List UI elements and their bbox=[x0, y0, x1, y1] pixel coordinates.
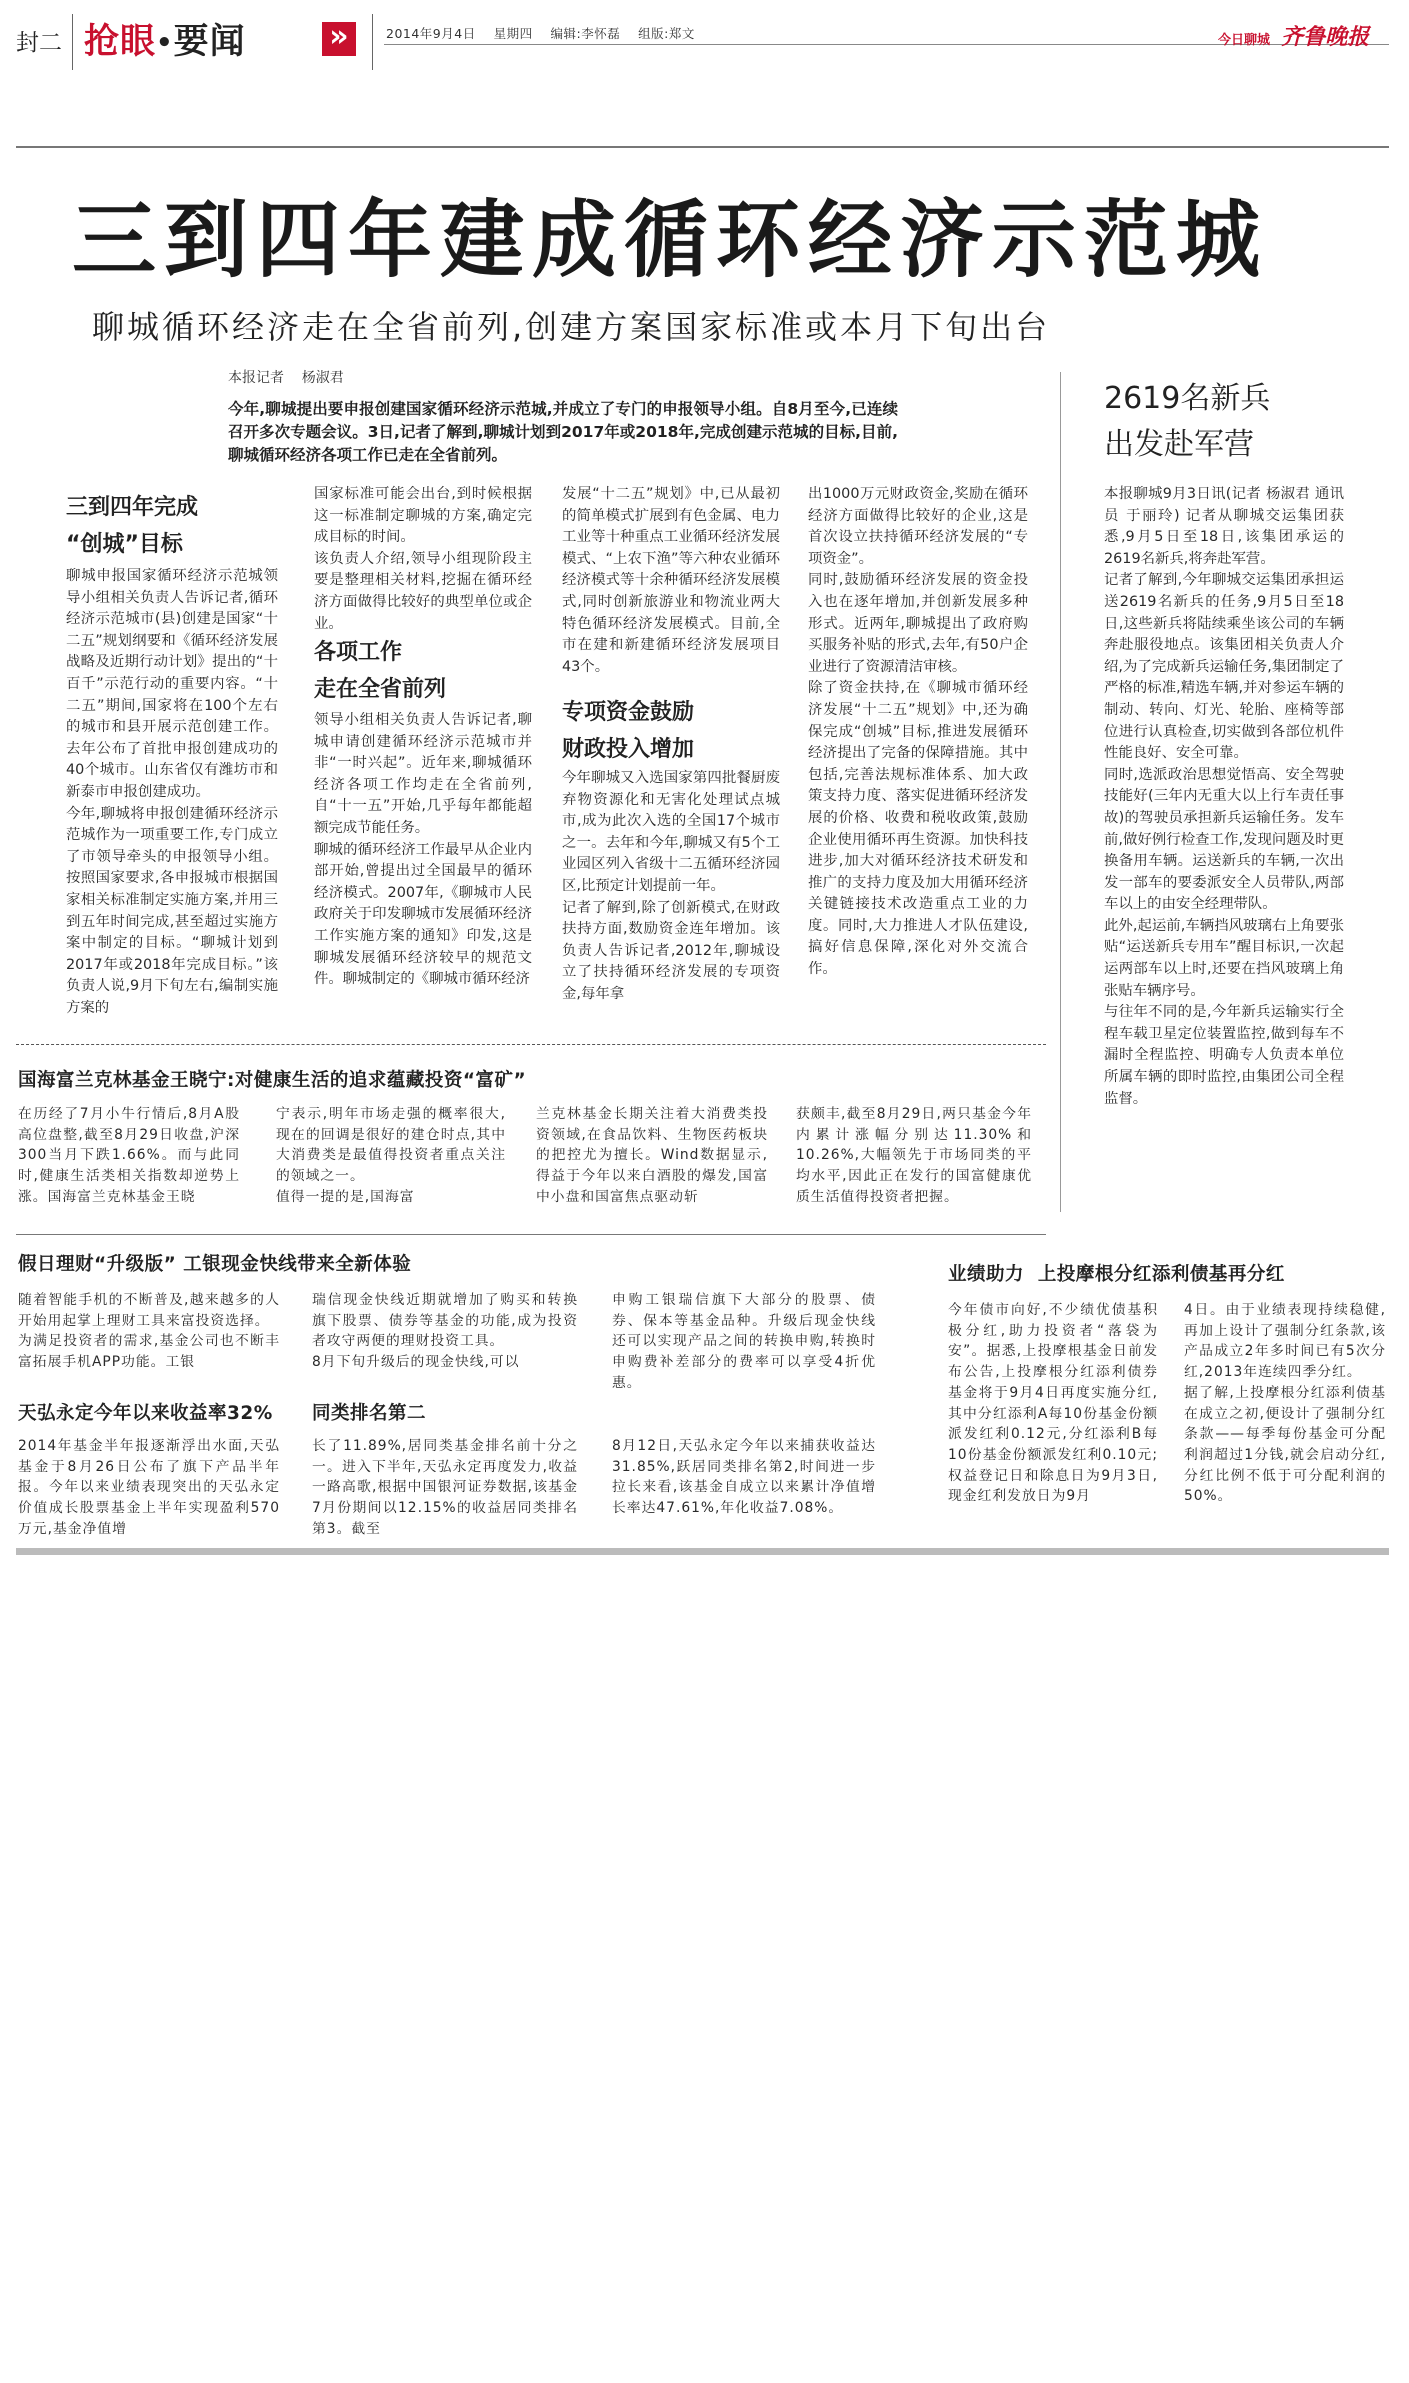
issue-weekday: 星期四 bbox=[493, 26, 533, 41]
issue-editor: 编辑:李怀磊 bbox=[550, 26, 621, 41]
bottom-rule bbox=[16, 1548, 1389, 1555]
page-subheadline: 聊城循环经济走在全省前列,创建方案国家标准或本月下旬出台 bbox=[92, 308, 1051, 346]
body-column-4: 出1000万元财政资金,奖励在循环经济方面做得比较好的企业,这是首次设立扶持循环经济发展的“专项资金”。 同时,鼓励循环经济发展的资金投入也在逐年增加,并创新发展多种形式。近两年,聊城提出了政府购买服务补贴的形式,去年,有50户企业进行了资源清洁审核。 除了资金扶持,在《聊城市循环经济发展“十二五”规划》中,还为确保完成“创城”目标,推进发展循环经济提出了完备的保障措施。其中包括,完善法规标准体系、加大政策支持力度、落实促进循环经济发展的价格、收费和税收政策,鼓励企业使用循环再生资源。加快科技进步,加大对循环经济技术研发和推广的支持力度及加大用循环经济关键链接技术改造重点工业的力度。同时,大力推进人才队伍建设,搞好信息保障,深化对外交流合作。 bbox=[808, 486, 1028, 978]
page-headline: 三到四年建成循环经济示范城 bbox=[72, 190, 1269, 289]
fund4-column-1: 今年债市向好,不少绩优债基积极分红,助力投资者“落袋为安”。据悉,上投摩根基金日前发布公告,上投摩根分红添利债券基金将于9月4日再度实施分红,其中分红添利A每10份基金份额派发红利0.12元,分红添利B每10份基金份额派发红利0.10元;权益登记日和除息日为9月3日,现金红利发放日为9月 bbox=[948, 1302, 1158, 1505]
section-divider-1 bbox=[16, 1044, 1046, 1045]
column-title-part-a: 抢眼 bbox=[84, 22, 157, 62]
header-bottom-rule bbox=[16, 146, 1389, 148]
body-column-2-top: 国家标准可能会出台,到时候根据这一标准制定聊城的方案,确定完成目标的时间。 该负责人介绍,领导小组现阶段主要是整理相关材料,挖掘在循环经济方面做得比较好的典型单位或企业。 bbox=[314, 486, 532, 632]
issue-date: 2014年9月4日 bbox=[386, 26, 476, 41]
section-heading-3: 专项资金鼓励 财政投入增加 bbox=[562, 700, 695, 762]
issue-layout: 组版:郑文 bbox=[638, 26, 695, 41]
body-column-3-top: 发展“十二五”规划》中,已从最初的简单模式扩展到有色金属、电力工业等十种重点工业循环经济发展模式、“上农下渔”等六种农业循环经济模式等十余种循环经济发展模式,同时创新旅游业和物流业两大特色循环经济发展模式。目前,全市在建和新建循环经济发展项目43个。 bbox=[562, 486, 780, 675]
fund2-column-3: 申购工银瑞信旗下大部分的股票、债券、保本等基金品种。升级后现金快线还可以实现产品之间的转换申购,转换时申购费补差部分的费率可以享受4折优惠。 bbox=[612, 1292, 876, 1391]
arrow-icon bbox=[322, 19, 356, 56]
brand-small: 今日聊城 bbox=[1218, 33, 1271, 48]
section-heading-1: 三到四年完成 “创城”目标 bbox=[66, 495, 199, 557]
body-column-1: 聊城申报国家循环经济示范城领导小组相关负责人告诉记者,循环经济示范城市(县)创建是国家“十二五”规划纲要和《循环经济发展战略及近期行动计划》提出的“十百千”示范行动的重要内容。“十二五”期间,国家将在100个左右的城市和县开展示范创建工作。去年公布了首批申报创建成功的40个城市。山东省仅有潍坊市和新泰市申报创建成功。 今年,聊城将申报创建循环经济示范城作为一项重要工作,专门成立了市领导牵头的申报领导小组。按照国家要求,各申报城市根据国家相关标准制定实施方案,并用三到五年时间完成,甚至超过实施方案中制定的目标。“聊城计划到2017年或2018年完成目标。”该负责人说,9月下旬左右,编制实施方案的 bbox=[66, 568, 278, 1016]
fund2-title: 假日理财“升级版” 工银现金快线带来全新体验 bbox=[18, 1254, 412, 1275]
fund3-column-1: 2014年基金半年报逐渐浮出水面,天弘基金于8月26日公布了旗下产品半年报。今年以来业绩表现突出的天弘永定价值成长股票基金上半年实现盈利570万元,基金净值增 bbox=[18, 1438, 280, 1537]
fund4-column-2: 4日。由于业绩表现持续稳健,再加上设计了强制分红条款,该产品成立2年多时间已有5次分红,2013年连续四季分红。 据了解,上投摩根分红添利债基在成立之初,便设计了强制分红条款——每季每份基金可分配利润超过1分钱,就会启动分红,分红比例不低于可分配利润的50%。 bbox=[1184, 1302, 1386, 1505]
issue-meta bbox=[386, 24, 695, 42]
side-divider bbox=[1060, 372, 1061, 1212]
column-title-part-b: 要闻 bbox=[173, 22, 246, 62]
fund3-title-2: 同类排名第二 bbox=[312, 1403, 427, 1424]
side-story-title: 2619名新兵 出发赴军营 bbox=[1104, 381, 1271, 462]
fund1-column-3: 兰克林基金长期关注着大消费类投资领域,在食品饮料、生物医药板块的把控尤为擅长。Wind数据显示,得益于今年以来白酒股的爆发,国富中小盘和国富焦点驱动斩 bbox=[536, 1106, 768, 1205]
column-title bbox=[84, 14, 246, 64]
fund3-column-3: 8月12日,天弘永定今年以来捕获收益达31.85%,跃居同类排名第2,时间进一步拉长来看,该基金自成立以来累计净值增长率达47.61%,年化收益7.08%。 bbox=[612, 1438, 876, 1517]
brand bbox=[1218, 20, 1369, 51]
fund3-title-1: 天弘永定今年以来收益率32% bbox=[18, 1403, 273, 1424]
fund2-column-2: 瑞信现金快线近期就增加了购买和转换旗下股票、债券等基金的功能,成为投资者攻守两便的理财投资工具。 8月下旬升级后的现金快线,可以 bbox=[312, 1292, 578, 1371]
lead-paragraph: 今年,聊城提出要申报创建国家循环经济示范城,并成立了专门的申报领导小组。自8月至今,已连续召开多次专题会议。3日,记者了解到,聊城计划到2017年或2018年,完成创建示范城的目标,目前,聊城循环经济各项工作已走在全省前列。 bbox=[228, 400, 898, 464]
fund1-title: 国海富兰克林基金王晓宁:对健康生活的追求蕴藏投资“富矿” bbox=[18, 1070, 527, 1091]
brand-name: 齐鲁晚报 bbox=[1281, 24, 1370, 50]
header-divider-mid bbox=[372, 14, 373, 70]
fund1-column-1: 在历经了7月小牛行情后,8月A股高位盘整,截至8月29日收盘,沪深300当月下跌1.66%。而与此同时,健康生活类相关指数却逆势上涨。国海富兰克林基金王晓 bbox=[18, 1106, 240, 1205]
section-label: 封二 bbox=[16, 30, 62, 56]
fund2-column-1: 随着智能手机的不断普及,越来越多的人开始用起掌上理财工具来富投资选择。 为满足投资者的需求,基金公司也不断丰富拓展手机APP功能。工银 bbox=[18, 1292, 280, 1371]
fund3-column-2: 长了11.89%,居同类基金排名前十分之一。进入下半年,天弘永定再度发力,收益一路高歌,根据中国银河证券数据,该基金7月份期间以12.15%的收益居同类排名第3。截至 bbox=[312, 1438, 578, 1537]
fund1-column-4: 获颇丰,截至8月29日,两只基金今年内累计涨幅分别达11.30%和10.26%,大幅领先于市场同类的平均水平,因此正在发行的国富健康优质生活值得投资者把握。 bbox=[796, 1106, 1032, 1205]
body-column-3-bottom: 今年聊城又入选国家第四批餐厨废弃物资源化和无害化处理试点城市,成为此次入选的全国17个城市之一。去年和今年,聊城又有5个工业园区列入省级十二五循环经济园区,比预定计划提前一年。 记者了解到,除了创新模式,在财政扶持方面,数励资金连年增加。该负责人告诉记者,2012年,聊城设立了扶持循环经济发展的专项资金,每年拿 bbox=[562, 770, 780, 1002]
section-divider-2 bbox=[16, 1234, 1046, 1235]
body-column-2-bottom: 领导小组相关负责人告诉记者,聊城申请创建循环经济示范城市并非“一时兴起”。近年来,聊城循环经济各项工作均走在全省前列,自“十一五”开始,几乎每年都能超额完成节能任务。 聊城的循环经济工作最早从企业内部开始,曾提出过全国最早的循环经济模式。2007年,《聊城市人民政府关于印发聊城市发展循环经济工作实施方案的通知》印发,这是聊城发展循环经济较早的规范文件。聊城制定的《聊城市循环经济 bbox=[314, 712, 532, 988]
header-divider-left bbox=[72, 14, 73, 70]
arrow-glyph: » bbox=[329, 19, 349, 54]
byline: 本报记者 杨淑君 bbox=[228, 370, 344, 386]
section-heading-2: 各项工作 走在全省前列 bbox=[314, 640, 447, 702]
column-title-dot: • bbox=[156, 28, 174, 58]
fund4-title: 业绩助力 上投摩根分红添利债基再分红 bbox=[948, 1264, 1285, 1285]
side-story-body: 本报聊城9月3日讯(记者 杨淑君 通讯员 于丽玲) 记者从聊城交运集团获悉,9月5日至18日,该集团承运的2619名新兵,将奔赴军营。 记者了解到,今年聊城交运集团承担运送2619名新兵的任务,9月5日至18日,这些新兵将陆续乘坐该公司的车辆奔赴服役地点。该集团相关负责人介绍,为了完成新兵运输任务,集团制定了严格的标准,精选车辆,并对参运车辆的制动、转向、灯光、轮胎、座椅等部位进行认真检查,切实做到各部位机件性能良好、安全可靠。 同时,选派政治思想觉悟高、安全驾驶技能好(三年内无重大以上行车责任事故)的驾驶员承担新兵运输任务。发车前,做好例行检查工作,发现问题及时更换备用车辆。运送新兵的车辆,一次出发一部车的要委派安全人员带队,两部车以上的由安全经理带队。 此外,起运前,车辆挡风玻璃右上角要张贴“运送新兵专用车”醒目标识,一次起运两部车以上时,还要在挡风玻璃上角张贴车辆序号。 与往年不同的是,今年新兵运输实行全程车载卫星定位装置监控,做到每车不漏时全程监控、明确专人负责本单位所属车辆的即时监控,由集团公司全程监督。 bbox=[1104, 486, 1344, 1107]
fund1-column-2: 宁表示,明年市场走强的概率很大,现在的回调是很好的建仓时点,其中大消费类是最值得投资者重点关注的领域之一。 值得一提的是,国海富 bbox=[276, 1106, 506, 1205]
